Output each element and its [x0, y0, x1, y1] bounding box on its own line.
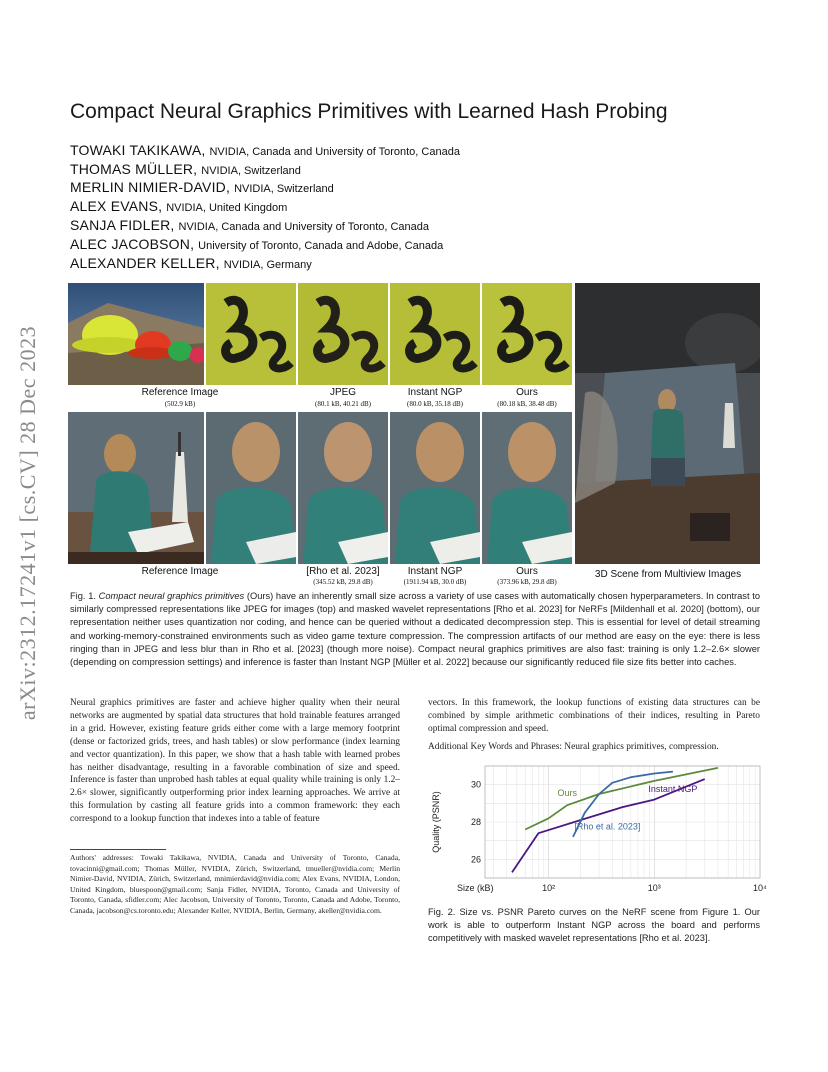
- abstract-right: vectors. In this framework, the lookup functions of existing data structures can be combined by simple arithmetic combinations of their indices, resulting in Pareto optimal compression and speed.: [428, 698, 760, 734]
- jpeg-crop: [206, 283, 296, 385]
- author-name: ALEXANDER KELLER,: [70, 255, 220, 271]
- sub-instant-ngp-2: (1911.94 kB, 30.0 dB): [403, 578, 467, 586]
- series-label: Ours: [557, 787, 577, 798]
- 3d-scene-image: [575, 283, 760, 564]
- rho-crop-svg: [206, 412, 296, 564]
- author-name: TOWAKI TAKIKAWA,: [70, 142, 206, 158]
- sub-ours: (80.18 kB, 38.48 dB): [497, 400, 557, 408]
- author-line: [70, 141, 460, 160]
- pareto-chart-svg: [425, 758, 775, 908]
- author-line: [70, 216, 429, 235]
- ours-crop-2-svg: [482, 283, 572, 385]
- reference-image-hats: [68, 283, 204, 385]
- author-affiliation: NVIDIA, United Kingdom: [166, 202, 288, 214]
- jpeg-crop-svg: [206, 283, 296, 385]
- label-instant-ngp: Instant NGP: [407, 387, 463, 398]
- sub-instant-ngp: (80.0 kB, 35.18 dB): [407, 400, 463, 408]
- series-label: [Rho et al. 2023]: [574, 821, 641, 832]
- caption-prefix: Fig. 1.: [70, 591, 96, 601]
- label-ours: Ours: [516, 387, 538, 398]
- 3d-scene-svg: [575, 283, 760, 564]
- author-line: [70, 254, 312, 273]
- abstract-left: Neural graphics primitives are faster and achieve higher quality when their neural networks are augmented by spatial data structures that hold trainable features arranged in a grid. However, existing feature grids either come with a large memory footprint (dense or factorized grids, trees, and hash tables) or slow performance (index learning and vector quantization). In this paper, we show that a hash table with learned probes has neither disadvantage, resulting in a favorable combination of size and speed. Inference is faster than unprobed hash tables at equal quality while training is only 1.2–2.6× slower, significantly outperforming prior index learning approaches. We arrive at this formulation by casting all feature grids into a common framework: they each correspond to a lookup function that indexes into a table of feature: [70, 698, 400, 825]
- reference-image-room: [68, 412, 204, 564]
- author-line: [70, 178, 334, 197]
- rho-crop: [206, 412, 296, 564]
- label-jpeg: JPEG: [329, 387, 357, 398]
- author-affiliation: NVIDIA, Germany: [223, 259, 312, 271]
- sub-rho: (345.52 kB, 29.8 dB): [313, 578, 373, 586]
- instant-ngp-crop: [298, 283, 388, 385]
- author-affiliation: NVIDIA, Canada and University of Toronto, Canada: [178, 221, 430, 233]
- x-tick-label: 10²: [542, 883, 556, 893]
- instant-ngp-room-crop-svg: [298, 412, 388, 564]
- instant-ngp-crop-svg: [298, 283, 388, 385]
- sub-reference-image: (502.9 kB): [164, 400, 196, 408]
- series-line: [525, 768, 718, 830]
- x-tick-label: 10³: [647, 883, 661, 893]
- sub-ours-2: (373.96 kB, 29.8 dB): [497, 578, 557, 586]
- author-affiliation: University of Toronto, Canada and Adobe, Canada: [198, 240, 444, 252]
- x-tick-label: 10⁴: [753, 883, 767, 893]
- hats-photo-svg: [68, 283, 204, 385]
- author-affiliation: NVIDIA, Switzerland: [201, 165, 301, 177]
- author-affiliation: NVIDIA, Canada and University of Toronto, Canada: [209, 146, 460, 158]
- ours-room-crop: [390, 412, 480, 564]
- author-name: SANJA FIDLER,: [70, 217, 175, 233]
- paper-title: Compact Neural Graphics Primitives with Learned Hash Probing: [70, 100, 668, 123]
- y-tick-label: 30: [470, 779, 481, 790]
- ours-room-crop-svg: [390, 412, 480, 564]
- label-reference-image: Reference Image: [141, 387, 219, 398]
- label-instant-ngp-2: Instant NGP: [407, 566, 463, 577]
- figure-2-caption: Fig. 2. Size vs. PSNR Pareto curves on the NeRF scene from Figure 1. Our work is able to outperform Instant NGP across the board and performs competitively with masked wavelet representations [Rho et al. 2023].: [428, 907, 760, 944]
- ours-room-crop-2: [482, 412, 572, 564]
- arxiv-stamp: arXiv:2312.17241v1 [cs.CV] 28 Dec 2023: [15, 325, 40, 721]
- caption-body: (Ours) have an inherently small size across a variety of use cases with automatically chosen hyperparameters. In contrast to similarly compressed representations like JPEG for images (top) and masked wavelet representations [Rho et al. 2023] for NeRFs [Mildenhall et al. 2020] (bottom), our representation neither uses quantization nor coding, and hence can be queried without a dedicated decompression step. This is essential for level of detail streaming and working-memory-constrained environments such as video game texture compression. The compression artifacts of our method are easy on the eye: there is less ringing than in JPEG and less blur than in Rho et al. [2023] (though more noise). Compact neural graphics primitives are also fast: training is only 1.2–2.6× slower (depending on compression settings) and inference is faster than Instant NGP [Müller et al. 2022] because our significantly reduced file size fits better into caches.: [70, 591, 760, 668]
- figure-1-caption: [70, 590, 760, 669]
- ours-crop-svg: [390, 283, 480, 385]
- label-3d-scene: 3D Scene from Multiview Images: [594, 569, 742, 580]
- caption-italic: Compact neural graphics primitives: [98, 591, 245, 601]
- author-name: THOMAS MÜLLER,: [70, 161, 198, 177]
- ours-crop: [390, 283, 480, 385]
- author-line: [70, 235, 443, 254]
- keywords: Additional Key Words and Phrases: Neural graphics primitives, compression.: [428, 742, 719, 752]
- figure-2-chart: [425, 758, 775, 908]
- author-name: MERLIN NIMIER-DAVID,: [70, 179, 231, 195]
- author-line: [70, 197, 287, 216]
- author-name: ALEC JACOBSON,: [70, 236, 195, 252]
- room-photo-svg: [68, 412, 204, 564]
- y-tick-label: 28: [470, 817, 481, 827]
- label-ours-2: Ours: [516, 566, 538, 577]
- y-axis-label: Quality (PSNR): [431, 791, 441, 853]
- sub-jpeg: (80.1 kB, 40.21 dB): [315, 400, 371, 408]
- ours-crop-2: [482, 283, 572, 385]
- label-rho: [Rho et al. 2023]: [306, 566, 380, 577]
- author-name: ALEX EVANS,: [70, 198, 163, 214]
- footnote-rule: [70, 849, 166, 850]
- instant-ngp-room-crop: [298, 412, 388, 564]
- x-axis-label: Size (kB): [457, 883, 494, 893]
- series-label: Instant NGP: [648, 784, 698, 795]
- footnote-addresses: Authors' addresses: Towaki Takikawa, NVIDIA, Canada and University of Toronto, Canada, tovacinni@gmail.com; Thomas Müller, NVIDIA, Zürich, Switzerland, tmueller@nvidia.com; Merlin Nimier-David, NVIDIA, Zürich, Switzerland, mnimierdavid@nvidia.com; Alex Evans, NVIDIA, London, United Kingdom, bluespoon@gmail.com; Sanja Fidler, NVIDIA, Toronto, Canada and University of Toronto, Canada, sfidler.com; Alec Jacobson, University of Toronto, Toronto, Canada and Adobe, Toronto, Canada, jacobson@cs.toronto.edu; Alexander Keller, NVIDIA, Berlin, Germany, akeller@nvidia.com.: [70, 853, 400, 915]
- ours-room-crop-2-svg: [482, 412, 572, 564]
- author-line: [70, 160, 301, 179]
- label-reference-image-2: Reference Image: [141, 566, 219, 577]
- author-affiliation: NVIDIA, Switzerland: [234, 183, 334, 195]
- y-tick-label: 26: [470, 854, 481, 865]
